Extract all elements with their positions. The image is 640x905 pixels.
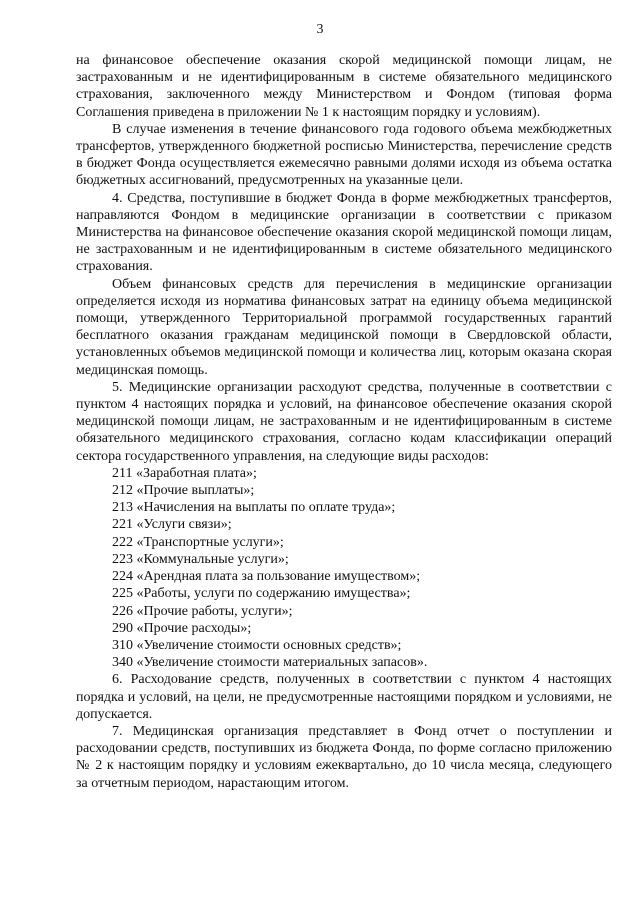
expense-code-list (76, 465, 612, 671)
paragraph-item-5: 5. Медицинские организации расходуют средства, полученные в соответствии с пунктом 4 настоящих порядка и условий, на финансовое обеспечение оказания скорой медицинской помощи лицам, не застрахованным и не идентифицированным в системе обязательного медицинского страхования, согласно кодам классификации операций сектора государственного управления, на следующие виды расходов: (76, 379, 612, 464)
paragraph-funding-volume: Объем финансовых средств для перечисления в медицинские организации определяется исходя из норматива финансовых затрат на единицу объема медицинской помощи, утвержденного Территориальной программой государственных гарантий бесплатного оказания гражданам медицинской помощи в Свердловской области, установленных объемов медицинской помощи и количества лиц, которым оказана скорая медицинская помощь. (76, 276, 612, 378)
expense-code-item: 310 «Увеличение стоимости основных средств»; (112, 637, 402, 653)
expense-code-item: 225 «Работы, услуги по содержанию имущества»; (112, 586, 411, 602)
expense-code-item: 211 «Заработная плата»; (112, 465, 257, 481)
expense-code-item: 340 «Увеличение стоимости материальных запасов». (112, 655, 428, 671)
expense-code-item: 222 «Транспортные услуги»; (112, 534, 284, 550)
document-body (76, 52, 612, 792)
paragraph-transfer-changes: В случае изменения в течение финансового года годового объема межбюджетных трансфертов, утвержденного бюджетной росписью Министерства, перечисление средств в бюджет Фонда осуществляется ежемесячно равными долями исходя из объема остатка бюджетных ассигнований, предусмотренных на указанные цели. (76, 121, 612, 189)
expense-code-item: 224 «Арендная плата за пользование имуществом»; (112, 569, 421, 585)
expense-code-item: 290 «Прочие расходы»; (112, 620, 252, 636)
page-number: 3 (316, 22, 324, 37)
paragraph-item-4: 4. Средства, поступившие в бюджет Фонда в форме межбюджетных трансфертов, направляются Фондом в медицинские организации в соответствии с приказом Министерства на финансовое обеспечение оказания скорой медицинской помощи лицам, не застрахованным и не идентифицированным в системе обязательного медицинского страхования. (76, 190, 612, 275)
expense-code-item: 212 «Прочие выплаты»; (112, 483, 255, 499)
expense-code-item: 226 «Прочие работы, услуги»; (112, 603, 293, 619)
paragraph-item-7: 7. Медицинская организация представляет в Фонд отчет о поступлении и расходовании средств, поступивших из бюджета Фонда, по форме согласно приложению № 2 к настоящим порядку и условиям ежеквартально, до 10 числа месяца, следующего за отчетным периодом, нарастающим итогом. (76, 723, 612, 791)
paragraph-item-6: 6. Расходование средств, полученных в соответствии с пунктом 4 настоящих порядка и условий, на цели, не предусмотренные настоящими порядком и условиями, не допускается. (76, 672, 612, 722)
paragraph-agreement-continuation: на финансовое обеспечение оказания скорой медицинской помощи лицам, не застрахованным и не идентифицированным в системе обязательного медицинского страхования, заключенного между Министерством и Фондом (типовая форма Соглашения приведена в приложении № 1 к настоящим порядку и условиям). (76, 53, 612, 120)
expense-code-item: 213 «Начисления на выплаты по оплате труда»; (112, 500, 396, 516)
expense-code-item: 221 «Услуги связи»; (112, 517, 232, 533)
expense-code-item: 223 «Коммунальные услуги»; (112, 551, 289, 567)
